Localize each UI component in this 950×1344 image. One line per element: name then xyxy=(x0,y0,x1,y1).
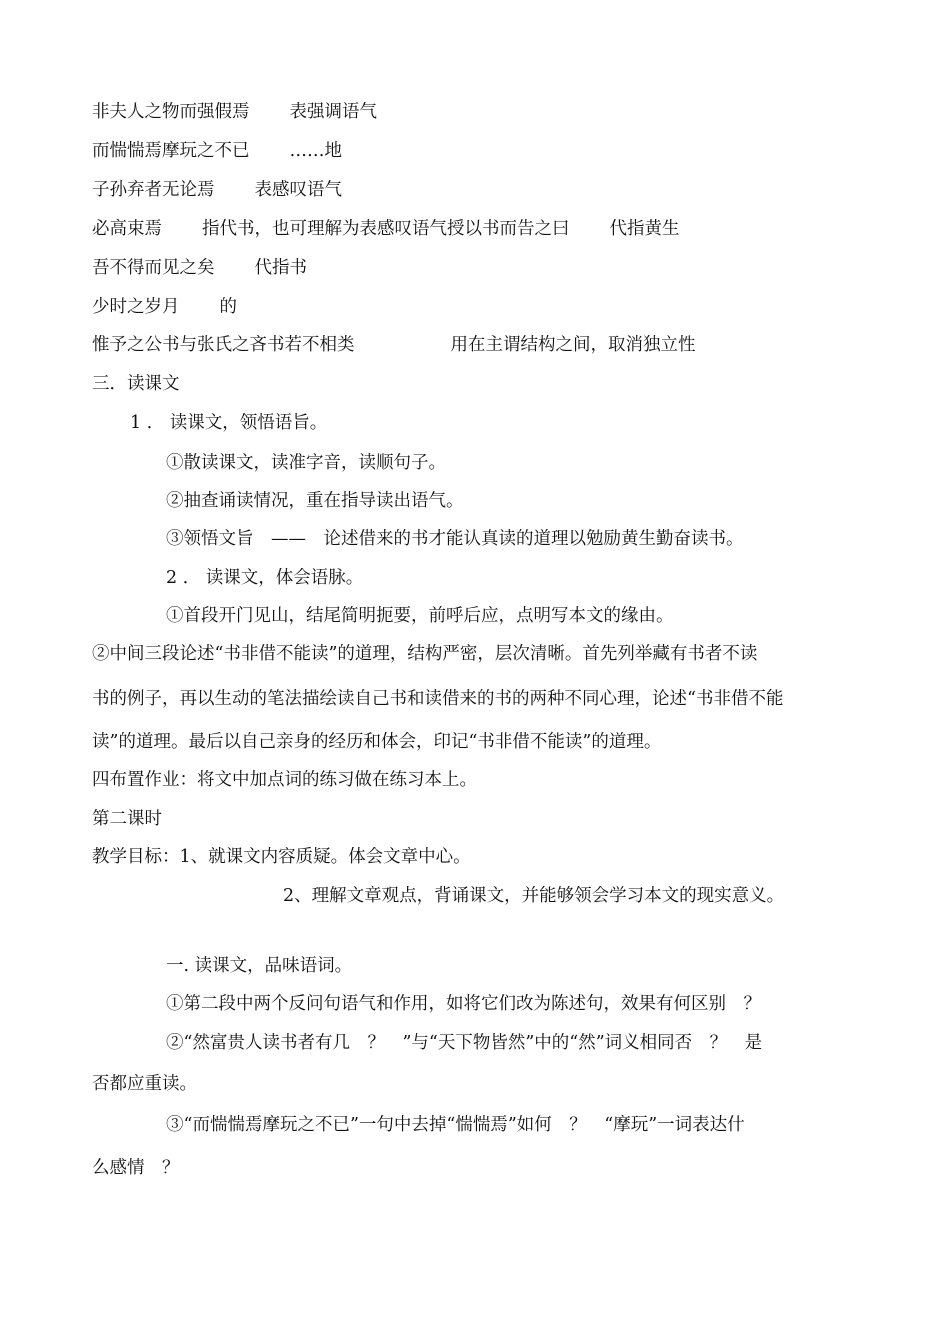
lesson2-question-3-line2: 么感情 ？ xyxy=(92,1158,180,1178)
vocab-note: 的 xyxy=(219,297,237,317)
section3-heading: 三．读课文 xyxy=(92,374,180,394)
section3-item2-point2-line3: 读”的道理。最后以自己亲身的经历和体会，印记“书非借不能读”的道理。 xyxy=(92,732,662,752)
lesson2-part1-heading: 一. 读课文，品味语词。 xyxy=(166,956,353,976)
vocab-note: ……地 xyxy=(289,141,342,161)
lesson2-question-1: ①第二段中两个反问句语气和作用，如将它们改为陈述句，效果有何区别 ？ xyxy=(166,994,761,1014)
section3-item1-point2: ②抽查诵读情况，重在指导读出语气。 xyxy=(166,491,464,511)
vocab-line-1 xyxy=(92,101,377,123)
section3-item1-point1: ①散读课文，读准字音，读顺句子。 xyxy=(166,453,446,473)
vocab-note: 表感叹语气 xyxy=(254,180,342,200)
section3-item2-point1: ①首段开门见山，结尾简明扼要，前呼后应，点明写本文的缘由。 xyxy=(166,606,674,626)
vocab-line-2 xyxy=(92,140,342,162)
vocab-note: 代指书 xyxy=(254,258,307,278)
section4-homework: 四布置作业：将文中加点词的练习做在练习本上。 xyxy=(92,770,477,790)
section3-item1: 1 ． 读课文，领悟语旨。 xyxy=(130,413,328,433)
vocab-phrase: 惟予之公书与张氏之吝书若不相类 xyxy=(92,335,355,355)
section3-item2-point2-line2: 书的例子，再以生动的笔法描绘读自己书和读借来的书的两种不同心理，论述“书非借不能 xyxy=(92,689,784,709)
vocab-note: 表强调语气 xyxy=(289,102,377,122)
vocab-phrase: 少时之岁月 xyxy=(92,297,180,317)
vocab-phrase: 而惴惴焉摩玩之不已 xyxy=(92,141,250,161)
vocab-line-3 xyxy=(92,179,342,201)
lesson2-goal2: 2、理解文章观点，背诵课文，并能够领会学习本文的现实意义。 xyxy=(283,886,785,906)
lesson2-goal1: 教学目标：1、就课文内容质疑。体会文章中心。 xyxy=(92,847,471,867)
lesson2-title: 第二课时 xyxy=(92,809,162,829)
vocab-line-5 xyxy=(92,257,307,279)
vocab-line-4 xyxy=(92,218,680,240)
vocab-note-2: 代指黄生 xyxy=(609,219,680,239)
vocab-line-7 xyxy=(92,334,696,356)
vocab-note: 指代书，也可理解为表感叹语气授以书而告之曰 xyxy=(202,219,570,239)
lesson2-question-3-line1: ③“而惴惴焉摩玩之不已”一句中去掉“惴惴焉”如何 ？ “摩玩”一词表达什 xyxy=(166,1115,745,1135)
section3-item1-point3: ③领悟文旨 —— 论述借来的书才能认真读的道理以勉励黄生勤奋读书。 xyxy=(166,529,744,549)
section3-item2: 2 ． 读课文，体会语脉。 xyxy=(166,568,364,588)
vocab-phrase: 非夫人之物而强假焉 xyxy=(92,102,250,122)
vocab-phrase: 子孙弃者无论焉 xyxy=(92,180,215,200)
vocab-phrase: 吾不得而见之矣 xyxy=(92,258,215,278)
vocab-note: 用在主谓结构之间，取消独立性 xyxy=(450,335,696,355)
lesson2-question-2-line2: 否都应重读。 xyxy=(92,1074,197,1094)
section3-item2-point2-line1: ②中间三段论述“书非借不能读”的道理，结构严密，层次清晰。首先列举藏有书者不读 xyxy=(92,644,758,664)
vocab-phrase: 必高束焉 xyxy=(92,219,162,239)
vocab-line-6 xyxy=(92,296,237,318)
lesson2-question-2-line1: ②“然富贵人读书者有几 ？ ”与“天下物皆然”中的“然”词义相同否 ？ 是 xyxy=(166,1033,763,1053)
